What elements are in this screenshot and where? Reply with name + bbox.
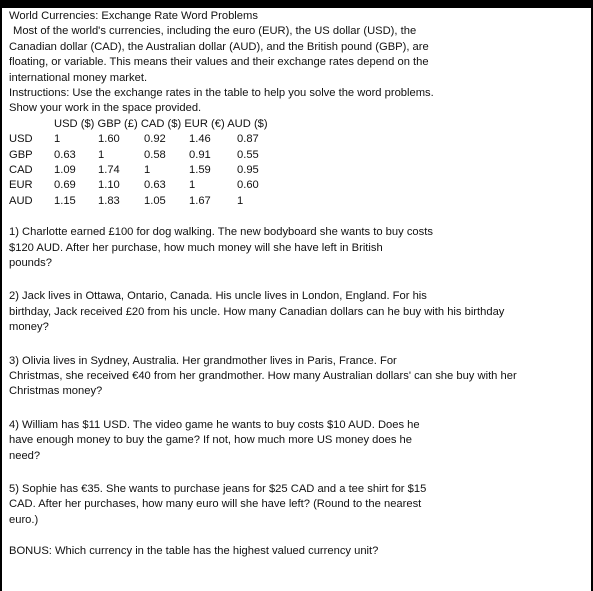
table-cell: 1 xyxy=(237,194,244,207)
worksheet-content xyxy=(9,9,589,560)
table-cell: 0.69 xyxy=(54,179,76,192)
question-line: Christmas, she received €40 from her grandmother. How many Australian dollars' can she buy with her xyxy=(9,370,517,383)
question-line: 4) William has $11 USD. The video game he wants to buy costs $10 AUD. Does he xyxy=(9,418,420,431)
question-line: 5) Sophie has €35. She wants to purchase jeans for $25 CAD and a tee shirt for $15 xyxy=(9,483,427,496)
table-cell: 1.09 xyxy=(54,164,76,177)
intro-line: international money market. xyxy=(9,71,148,84)
question-1 xyxy=(9,225,589,271)
table-cell: 0.95 xyxy=(237,164,259,177)
table-cell: 0.58 xyxy=(144,148,166,161)
question-line: 2) Jack lives in Ottawa, Ontario, Canada. His uncle lives in London, England. For his xyxy=(9,290,427,303)
table-row xyxy=(9,148,589,163)
table-cell: 1.74 xyxy=(98,164,120,177)
exchange-rate-table xyxy=(9,117,589,209)
bonus-question xyxy=(9,544,589,559)
question-line: have enough money to buy the game? If not, how much more US money does he xyxy=(9,434,412,447)
table-header: USD ($) GBP (£) CAD ($) EUR (€) AUD ($) xyxy=(54,117,268,130)
table-cell: 1 xyxy=(144,164,151,177)
question-2 xyxy=(9,289,589,335)
question-line: need? xyxy=(9,449,41,462)
table-cell: 0.87 xyxy=(237,133,259,146)
table-cell: 1.67 xyxy=(189,194,211,207)
table-cell: 1.05 xyxy=(144,194,166,207)
table-row xyxy=(9,194,589,209)
table-row xyxy=(9,163,589,178)
instructions-line: Show your work in the space provided. xyxy=(9,102,202,115)
question-line: money? xyxy=(9,321,49,334)
table-cell: 1.10 xyxy=(98,179,120,192)
question-line: euro.) xyxy=(9,513,39,526)
table-cell: GBP xyxy=(9,148,33,161)
table-cell: 0.55 xyxy=(237,148,259,161)
question-line: 1) Charlotte earned £100 for dog walking. The new bodyboard she wants to buy costs xyxy=(9,226,433,239)
table-cell: 0.92 xyxy=(144,133,166,146)
table-row xyxy=(9,132,589,147)
table-cell: 0.63 xyxy=(144,179,166,192)
question-line: pounds? xyxy=(9,257,52,269)
table-cell: 1 xyxy=(98,148,105,161)
question-line: CAD. After her purchases, how many euro will she have left? (Round to the nearest xyxy=(9,498,422,511)
question-line: Christmas money? xyxy=(9,385,103,398)
table-cell: 1 xyxy=(189,179,196,192)
table-cell: 1.15 xyxy=(54,194,76,207)
table-cell: 0.63 xyxy=(54,148,76,161)
table-cell: 1.60 xyxy=(98,133,120,146)
question-5 xyxy=(9,482,589,528)
table-header-row xyxy=(9,117,589,132)
table-cell: 0.60 xyxy=(237,179,259,192)
table-cell: 1.83 xyxy=(98,194,120,207)
bonus-line: BONUS: Which currency in the table has the highest valued currency unit? xyxy=(9,545,379,558)
instructions-line: Instructions: Use the exchange rates in the table to help you solve the word problems. xyxy=(9,87,434,100)
table-cell: USD xyxy=(9,133,33,146)
question-line: birthday, Jack received £20 from his uncle. How many Canadian dollars can he buy with his birthday xyxy=(9,305,505,318)
table-cell: EUR xyxy=(9,179,33,192)
table-cell: CAD xyxy=(9,164,33,177)
intro-line: Most of the world's currencies, including the euro (EUR), the US dollar (USD), the xyxy=(13,25,417,38)
question-line: $120 AUD. After her purchase, how much money will she have left in British xyxy=(9,241,383,254)
question-4 xyxy=(9,418,589,464)
worksheet-title: World Currencies: Exchange Rate Word Problems xyxy=(9,10,258,22)
table-cell: 0.91 xyxy=(189,148,211,161)
question-3 xyxy=(9,354,589,400)
top-border xyxy=(2,2,593,8)
intro-line: floating, or variable. This means their values and their exchange rates depend on the xyxy=(9,56,429,69)
table-cell: 1.59 xyxy=(189,164,211,177)
table-row xyxy=(9,178,589,193)
intro-line: Canadian dollar (CAD), the Australian dollar (AUD), and the British pound (GBP), are xyxy=(9,40,429,53)
question-line: 3) Olivia lives in Sydney, Australia. Her grandmother lives in Paris, France. For xyxy=(9,354,397,367)
table-cell: AUD xyxy=(9,194,33,207)
table-cell: 1.46 xyxy=(189,133,211,146)
table-cell: 1 xyxy=(54,133,61,146)
